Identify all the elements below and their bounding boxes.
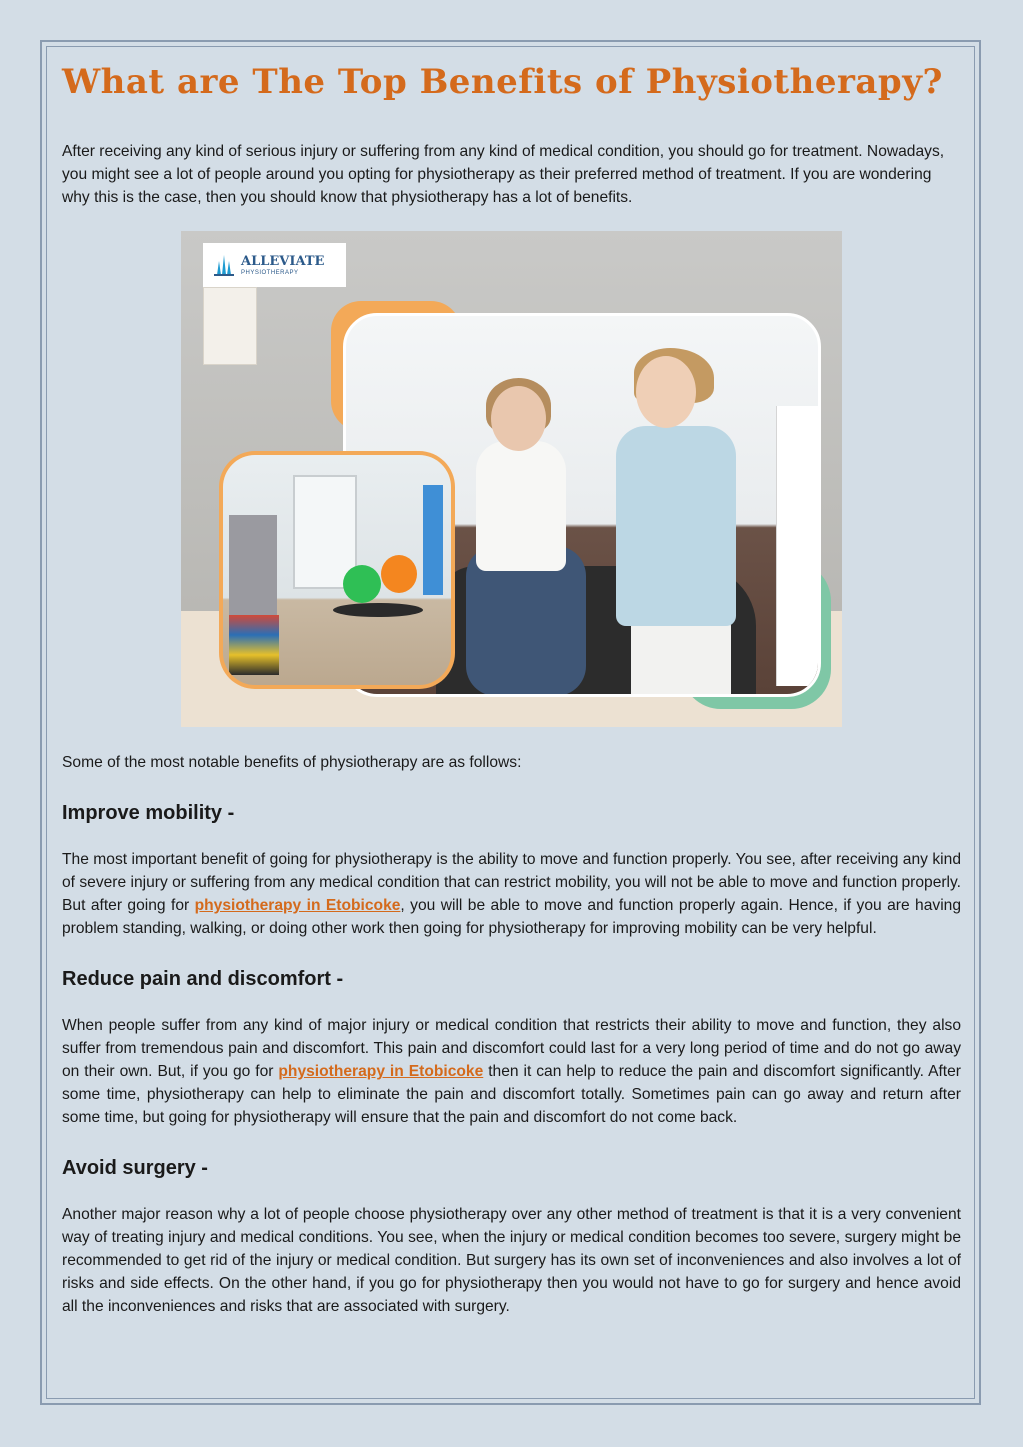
benefits-body bbox=[62, 751, 961, 1318]
therapist-head bbox=[636, 356, 696, 428]
therapist-pants bbox=[631, 616, 731, 697]
anatomy-poster bbox=[203, 287, 257, 365]
section-text-mobility bbox=[62, 848, 961, 940]
section-heading-surgery: Avoid surgery - bbox=[62, 1157, 208, 1179]
dumbbells bbox=[229, 615, 279, 675]
gym-photo bbox=[223, 455, 451, 685]
logo-mark-icon bbox=[213, 253, 235, 277]
patient-head bbox=[491, 386, 546, 451]
page-title: What are The Top Benefits of Physiotherapy? bbox=[62, 62, 943, 102]
cabinet bbox=[776, 406, 821, 686]
intro-paragraph: After receiving any kind of serious injury or suffering from any kind of medical condition, you should go for treatment. Nowadays, you might see a lot of people around you opting for physiotherapy as their preferred method of treatment. If you are wondering why this is the case, then you should know that physiotherapy has a lot of benefits. bbox=[62, 143, 945, 206]
alleviate-logo bbox=[203, 243, 346, 287]
physiotherapy-etobicoke-link[interactable]: physiotherapy in Etobicoke bbox=[194, 897, 401, 914]
orange-exercise-ball bbox=[381, 555, 417, 593]
section-text-pain bbox=[62, 1014, 961, 1129]
mobility-text-before: The most important benefit of going for physiotherapy is the ability to move and function properly. You see, after receiving any kind of severe injury or suffering from any medical condition that can restrict mobility, you will not be able to move and function properly. But after going for bbox=[62, 851, 961, 914]
logo-main-text: ALLEVIATE bbox=[241, 253, 325, 269]
section-heading-pain: Reduce pain and discomfort - bbox=[62, 968, 344, 990]
section-heading-mobility: Improve mobility - bbox=[62, 802, 235, 824]
pain-text-after: then it can help to reduce the pain and discomfort significantly. After some time, physiotherapy can help to eliminate the pain and discomfort totally. Sometimes pain can go away and return after some time, but going for physiotherapy will ensure that the pain and discomfort do not come back. bbox=[62, 1063, 962, 1126]
therapist-top bbox=[616, 426, 736, 626]
logo-sub-text: PHYSIOTHERAPY bbox=[241, 269, 299, 276]
green-exercise-ball bbox=[343, 565, 381, 603]
patient-shirt bbox=[476, 441, 566, 571]
gym-door bbox=[423, 485, 443, 595]
mini-trampoline bbox=[333, 603, 423, 617]
mobility-text-after: , you will be able to move and function properly again. Hence, if you are having problem standing, walking, or doing other work then going for physiotherapy for improving mobility can be very helpful. bbox=[62, 897, 962, 937]
section-text-surgery: Another major reason why a lot of people choose physiotherapy over any other method of treatment is that it is a very convenient way of treating injury and medical conditions. You see, when the injury or medical condition becomes too severe, surgery might be recommended to get rid of the injury or medical condition. But surgery has its own set of inconveniences and also involves a lot of risks and side effects. On the other hand, if you go for physiotherapy then you would not have to go for surgery and hence avoid all the inconveniences and risks that are associated with surgery. bbox=[62, 1206, 961, 1315]
physiotherapy-etobicoke-link[interactable]: physiotherapy in Etobicoke bbox=[278, 1063, 484, 1080]
document-body bbox=[62, 60, 961, 209]
hero-image bbox=[181, 231, 842, 727]
lead-in-paragraph: Some of the most notable benefits of physiotherapy are as follows: bbox=[62, 754, 522, 771]
pain-text-before: When people suffer from any kind of major injury or medical condition that restricts their ability to move and function, they also suffer from tremendous pain and discomfort. This pain and discomfort could last for a very long period of time and do not go away on their own. But, if you go for bbox=[62, 1017, 961, 1080]
